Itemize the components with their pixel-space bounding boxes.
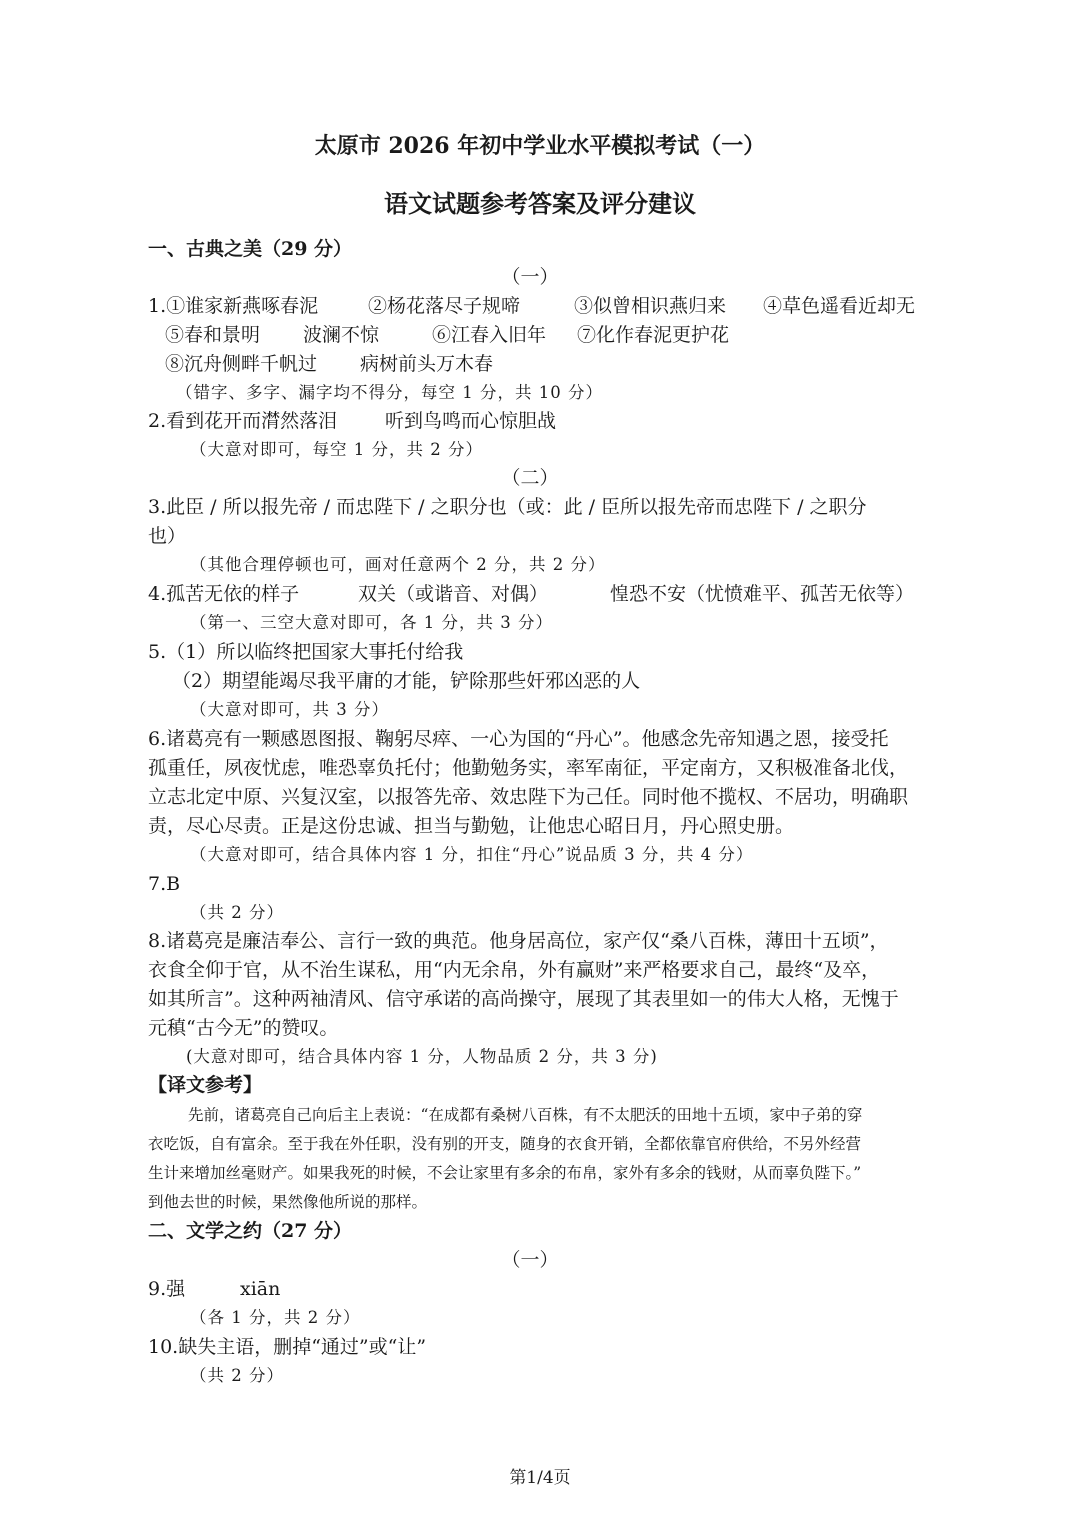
answer-item: ⑦化作春泥更护花 bbox=[577, 324, 730, 346]
scoring-note: （各 1 分，共 2 分） bbox=[190, 1308, 361, 1327]
section-heading-classical: 一、古典之美（29 分） bbox=[148, 238, 353, 260]
translation-text: 到他去世的时候，果然像他所说的那样。 bbox=[148, 1193, 428, 1211]
answer-text: 立志北定中原、兴复汉室，以报答先帝、效忠陛下为己任。同时他不揽权、不居功，明确职 bbox=[148, 786, 909, 808]
translation-text: 衣吃饭，自有富余。至于我在外任职，没有别的开支，随身的衣食开销，全都依靠官府供给，不另外经营 bbox=[148, 1135, 862, 1153]
answer-text: 5.（1）所以临终把国家大事托付给我 bbox=[148, 641, 464, 663]
answer-item: 2.看到花开而潸然落泪 bbox=[148, 410, 338, 432]
answer-text: 8.诸葛亮是廉洁奉公、言行一致的典范。他身居高位，家产仅“桑八百株，薄田十五顷”， bbox=[148, 930, 889, 952]
answer-item: 1.①谁家新燕啄春泥 bbox=[148, 295, 319, 317]
answer-text: 衣食全仰于官，从不治生谋私，用“内无余帛，外有赢财”来严格要求自己，最终“及卒， bbox=[148, 959, 881, 981]
scoring-note: （大意对即可，共 3 分） bbox=[190, 700, 389, 719]
answer-text: 责，尽心尽责。正是这份忠诚、担当与勤勉，让他忠心昭日月，丹心照史册。 bbox=[148, 815, 795, 837]
scoring-note: （共 2 分） bbox=[190, 903, 284, 922]
answer-text: 6.诸葛亮有一颗感恩图报、鞠躬尽瘁、一心为国的“丹心”。他感念先帝知遇之恩，接受托 bbox=[148, 728, 889, 750]
page-title: 语文试题参考答案及评分建议 bbox=[384, 189, 696, 218]
scoring-note: （其他合理停顿也可，画对任意两个 2 分，共 2 分） bbox=[190, 555, 606, 574]
scoring-note: (大意对即可，结合具体内容 1 分，人物品质 2 分，共 3 分) bbox=[186, 1047, 658, 1066]
answer-text: 孤重任，夙夜忧虑，唯恐辜负托付；他勤勉务实，率军南征，平定南方，又积极准备北伐， bbox=[148, 757, 909, 779]
answer-text: 7.B bbox=[148, 873, 181, 895]
scoring-note: （错字、多字、漏字均不得分，每空 1 分，共 10 分） bbox=[176, 383, 603, 402]
answer-item: ⑤春和景明 bbox=[165, 324, 261, 346]
subsection-heading: （一） bbox=[501, 1249, 559, 1271]
answer-text: 10.缺失主语，删掉“通过”或“让” bbox=[148, 1336, 427, 1358]
answer-item: 4.孤苦无依的样子 bbox=[148, 583, 300, 605]
translation-text: 先前，诸葛亮自己向后主上表说：“在成都有桑树八百株，有不太肥沃的田地十五顷，家中子弟的穿 bbox=[188, 1106, 863, 1124]
answer-item: 听到鸟鸣而心惊胆战 bbox=[385, 410, 557, 432]
scoring-note: （共 2 分） bbox=[190, 1366, 284, 1385]
answer-text: （2）期望能竭尽我平庸的才能，铲除那些奸邪凶恶的人 bbox=[172, 670, 641, 692]
page-number: 第1/4页 bbox=[509, 1468, 571, 1488]
answer-item: 病树前头万木春 bbox=[360, 353, 494, 375]
answer-text: 也） bbox=[148, 525, 187, 547]
scoring-note: （大意对即可，结合具体内容 1 分，扣住“丹心”说品质 3 分，共 4 分） bbox=[190, 845, 754, 864]
answer-text: 如其所言”。这种两袖清风、信守承诺的高尚操守，展现了其表里如一的伟大人格，无愧于 bbox=[148, 988, 899, 1010]
answer-item: 波澜不惊 bbox=[303, 324, 380, 346]
section-heading-literature: 二、文学之约（27 分） bbox=[148, 1220, 353, 1242]
subsection-heading: （二） bbox=[501, 467, 559, 489]
translation-heading: 【译文参考】 bbox=[148, 1074, 263, 1096]
answer-item: ⑥江春入旧年 bbox=[432, 324, 547, 346]
scoring-note: （第一、三空大意对即可，各 1 分，共 3 分） bbox=[190, 613, 553, 632]
subsection-heading: （一） bbox=[501, 266, 559, 288]
answer-text: 元稹“古今无”的赞叹。 bbox=[148, 1017, 339, 1039]
answer-item: 惶恐不安（忧愤难平、孤苦无依等） bbox=[610, 583, 915, 605]
answer-item: ⑧沉舟侧畔千帆过 bbox=[165, 353, 318, 375]
answer-item: xiān bbox=[240, 1278, 281, 1300]
answer-item: ④草色遥看近却无 bbox=[763, 295, 916, 317]
scoring-note: （大意对即可，每空 1 分，共 2 分） bbox=[190, 440, 483, 459]
answer-text: 3.此臣 / 所以报先帝 / 而忠陛下 / 之职分也（或：此 / 臣所以报先帝而忠陛下 / 之职分 bbox=[148, 496, 867, 518]
answer-item: 9.强 bbox=[148, 1278, 186, 1300]
answer-item: 双关（或谐音、对偶） bbox=[358, 583, 549, 605]
answer-item: ②杨花落尽子规啼 bbox=[368, 295, 521, 317]
answer-item: ③似曾相识燕归来 bbox=[574, 295, 727, 317]
exam-title: 太原市 2026 年初中学业水平模拟考试（一） bbox=[314, 133, 766, 159]
translation-text: 生计来增加丝毫财产。如果我死的时候，不会让家里有多余的布帛，家外有多余的钱财，从而辜负陛下。” bbox=[148, 1164, 862, 1182]
